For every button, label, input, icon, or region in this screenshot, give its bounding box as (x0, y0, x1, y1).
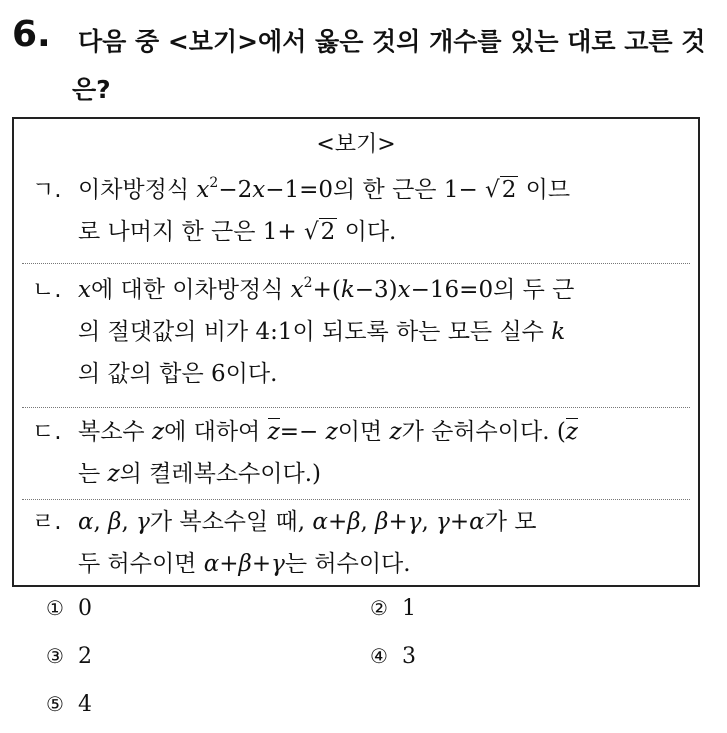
math-term: , (421, 509, 437, 535)
choice-value: 2 (77, 644, 92, 669)
item-text: 복소수 (78, 419, 152, 445)
math-var: α (203, 551, 220, 577)
math-var: x (196, 177, 210, 203)
item-text: −16=0의 두 근 (410, 277, 575, 303)
math-term: + (251, 551, 272, 577)
choice-value: 1 (401, 596, 416, 621)
choice-value: 4 (77, 692, 92, 717)
math-conjugate-var: z (565, 419, 578, 445)
math-term: + (449, 509, 470, 535)
choice-number: ⑤ (46, 692, 64, 716)
math-var: z (151, 419, 165, 445)
answer-choice-1[interactable] (46, 596, 92, 621)
sqrt-symbol: √2 (304, 219, 336, 245)
math-term: =− (279, 419, 326, 445)
math-var: γ (136, 509, 150, 535)
item-divider (22, 263, 690, 264)
item-marker: ㄷ. (32, 419, 62, 445)
math-var: z (107, 461, 120, 487)
example-item-4 (32, 501, 682, 585)
math-term: + (327, 509, 348, 535)
math-var: z (389, 419, 402, 445)
example-item-1 (32, 169, 682, 253)
choice-number: ④ (370, 644, 388, 668)
question-text: 다음 중 <보기>에서 옳은 것의 개수를 있는 대로 고른 것은? (72, 27, 706, 104)
item-divider (22, 499, 690, 500)
math-var: α (78, 509, 94, 535)
math-conjugate-var: z (267, 419, 280, 445)
item-divider (22, 407, 690, 408)
math-var: k (340, 277, 355, 303)
item-text: 의 절댓값의 비가 4:1이 되도록 하는 모든 실수 (78, 319, 552, 345)
item-text: 이면 (337, 419, 390, 445)
answer-choice-5[interactable] (46, 692, 92, 717)
math-var: z (325, 419, 338, 445)
sqrt-radicand: 2 (501, 177, 517, 203)
math-var: β (238, 551, 252, 577)
choice-number: ③ (46, 644, 64, 668)
item-text: 이다. (337, 219, 397, 245)
item-marker: ㄴ. (32, 277, 62, 303)
example-box (12, 117, 700, 587)
math-var: γ (436, 509, 450, 535)
choice-value: 0 (77, 596, 92, 621)
item-text: 에 대하여 (164, 419, 268, 445)
math-term: −3) (354, 277, 398, 303)
math-var: α (312, 509, 328, 535)
math-term: + (388, 509, 408, 535)
item-text: −1=0의 한 근은 1− (265, 177, 486, 203)
choice-number: ② (370, 596, 388, 620)
item-text: 이차방정식 (78, 177, 197, 203)
sqrt-symbol: √2 (485, 177, 517, 203)
math-var: x (290, 277, 304, 303)
item-text: 는 (78, 461, 108, 487)
math-var: x (252, 177, 266, 203)
math-var: γ (271, 551, 285, 577)
math-var: γ (407, 509, 422, 535)
item-text: 에 대한 이차방정식 (90, 277, 291, 303)
math-var: α (469, 509, 485, 535)
item-text: 의 켤레복소수이다.) (119, 461, 321, 487)
math-term: , (360, 509, 376, 535)
answer-choice-3[interactable] (46, 644, 92, 669)
item-text: 가 복소수일 때, (149, 509, 313, 535)
item-marker: ㄹ. (32, 509, 62, 535)
math-var: k (551, 319, 566, 345)
example-item-3 (32, 411, 682, 495)
math-var: x (78, 277, 91, 303)
answer-choice-4[interactable] (370, 644, 416, 669)
math-term: + (219, 551, 239, 577)
math-exponent: 2 (303, 275, 313, 291)
math-var: x (397, 277, 411, 303)
math-var: β (347, 509, 361, 535)
math-term: −2 (218, 177, 253, 203)
math-var: β (108, 509, 122, 535)
choice-value: 3 (401, 644, 416, 669)
item-text: 로 나머지 한 근은 1+ (78, 219, 304, 245)
answer-choice-2[interactable] (370, 596, 416, 621)
math-var: β (375, 509, 389, 535)
question-number: 6. (12, 14, 51, 55)
example-item-2 (32, 269, 682, 395)
item-text: 의 값의 합은 6이다. (78, 361, 278, 387)
math-term: , (121, 509, 137, 535)
choice-number: ① (46, 596, 64, 620)
item-text: 두 허수이면 (78, 551, 204, 577)
item-text: 가 순허수이다. ( (401, 419, 566, 445)
item-text: 는 허수이다. (284, 551, 411, 577)
item-text: 가 모 (484, 509, 537, 535)
math-exponent: 2 (209, 175, 219, 191)
item-text: 이므 (518, 177, 571, 203)
sqrt-radicand: 2 (320, 219, 336, 245)
example-box-title: <보기> (316, 132, 396, 157)
item-marker: ㄱ. (32, 177, 62, 203)
math-term: , (93, 509, 109, 535)
math-term: +( (312, 277, 341, 303)
